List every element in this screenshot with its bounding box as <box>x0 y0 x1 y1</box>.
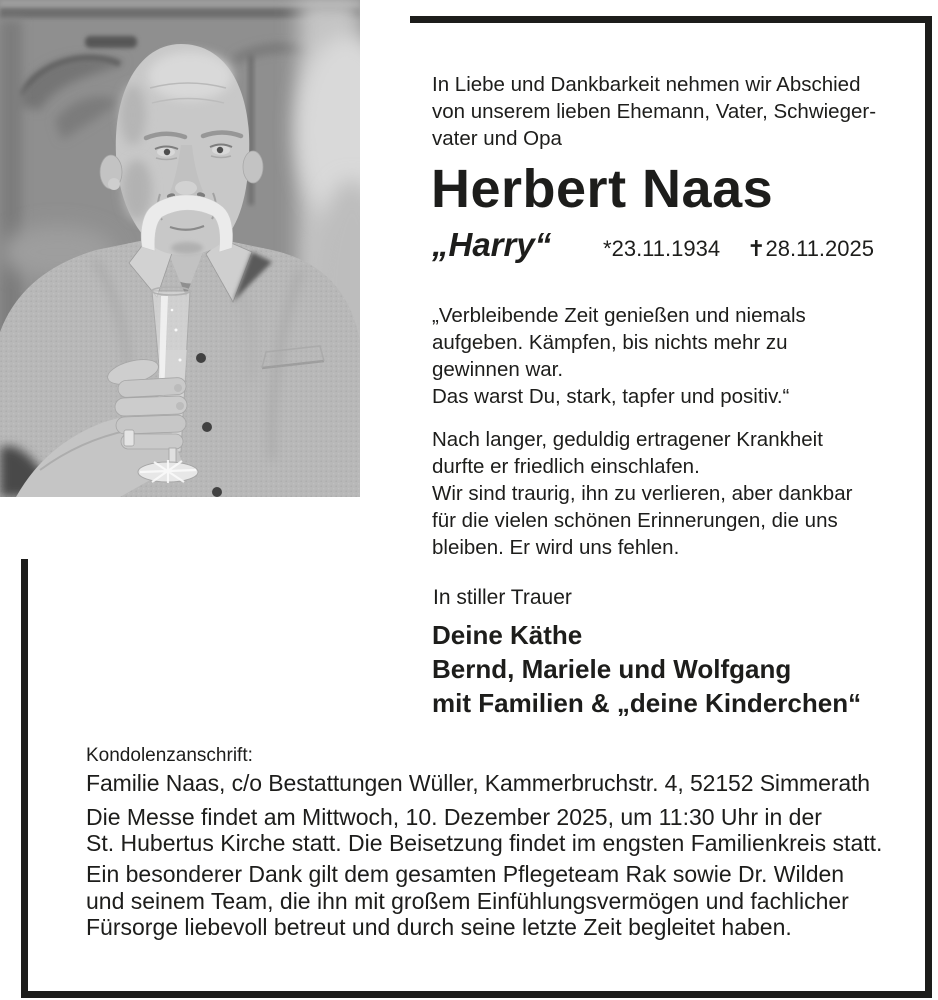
memorial-quote <box>432 302 806 410</box>
opening-line: In Liebe und Dankbarkeit nehmen wir Abschied <box>432 73 861 96</box>
shirt-button <box>196 353 206 363</box>
thanks-line: Fürsorge liebevoll betreut und durch seine letzte Zeit begleitet haben. <box>86 914 792 940</box>
tribute-line: bleiben. Er wird uns fehlen. <box>432 536 680 559</box>
opening-lines <box>432 71 876 152</box>
condolence-label: Kondolenzanschrift: <box>86 745 253 766</box>
service-line: St. Hubertus Kirche statt. Die Beisetzung findet im engsten Familienkreis statt. <box>86 830 883 856</box>
quote-line: aufgeben. Kämpfen, bis nichts mehr zu <box>432 331 788 354</box>
opening-line: vater und Opa <box>432 127 562 150</box>
service-line: Die Messe findet am Mittwoch, 10. Dezember 2025, um 11:30 Uhr in der <box>86 804 822 830</box>
nickname-dates-row <box>432 226 874 264</box>
deceased-name: Herbert Naas <box>431 159 774 219</box>
frame-left-rule <box>21 559 28 998</box>
mourner-line: Bernd, Mariele und Wolfgang <box>432 654 792 684</box>
quote-line: gewinnen war. <box>432 358 564 381</box>
quote-line: „Verbleibende Zeit genießen und niemals <box>432 304 806 327</box>
birth-date: *23.11.1934 <box>603 236 721 261</box>
frame-right-rule <box>925 16 932 998</box>
tribute-line: Wir sind traurig, ihn zu verlieren, aber dankbar <box>432 482 853 505</box>
ring <box>124 430 134 446</box>
mourning-label: In stiller Trauer <box>433 586 572 609</box>
life-dates <box>603 236 874 262</box>
thanks-line: Ein besonderer Dank gilt dem gesamten Pflegeteam Rak sowie Dr. Wilden <box>86 861 845 887</box>
shirt-button <box>212 487 222 497</box>
tribute-line: Nach langer, geduldig ertragener Krankheit <box>432 428 823 451</box>
frame-bottom-rule <box>21 991 932 998</box>
nickname: „Harry“ <box>432 226 552 263</box>
condolence-address: Familie Naas, c/o Bestattungen Wüller, Kammerbruchstr. 4, 52152 Simmerath <box>86 770 870 796</box>
shirt-button <box>202 422 212 432</box>
mourner-line: Deine Käthe <box>432 620 583 650</box>
quote-line: Das warst Du, stark, tapfer und positiv.“ <box>432 385 790 408</box>
service-info <box>86 804 882 856</box>
opening-line: von unserem lieben Ehemann, Vater, Schwieger- <box>432 100 877 123</box>
tribute-text <box>432 426 852 561</box>
tribute-line: für die vielen schönen Erinnerungen, die uns <box>432 509 838 532</box>
mourners-names <box>432 618 861 720</box>
portrait-photo-art <box>0 0 360 497</box>
death-date: ✝28.11.2025 <box>747 236 874 261</box>
tribute-line: durfte er friedlich einschlafen. <box>432 455 700 478</box>
thanks-text <box>86 861 849 941</box>
frame-top-rule <box>410 16 930 23</box>
thanks-line: und seinem Team, die ihn mit großem Einfühlungsvermögen und fachlicher <box>86 887 849 914</box>
mourner-line: mit Familien & „deine Kinderchen“ <box>432 688 862 718</box>
portrait-photo <box>0 0 360 497</box>
